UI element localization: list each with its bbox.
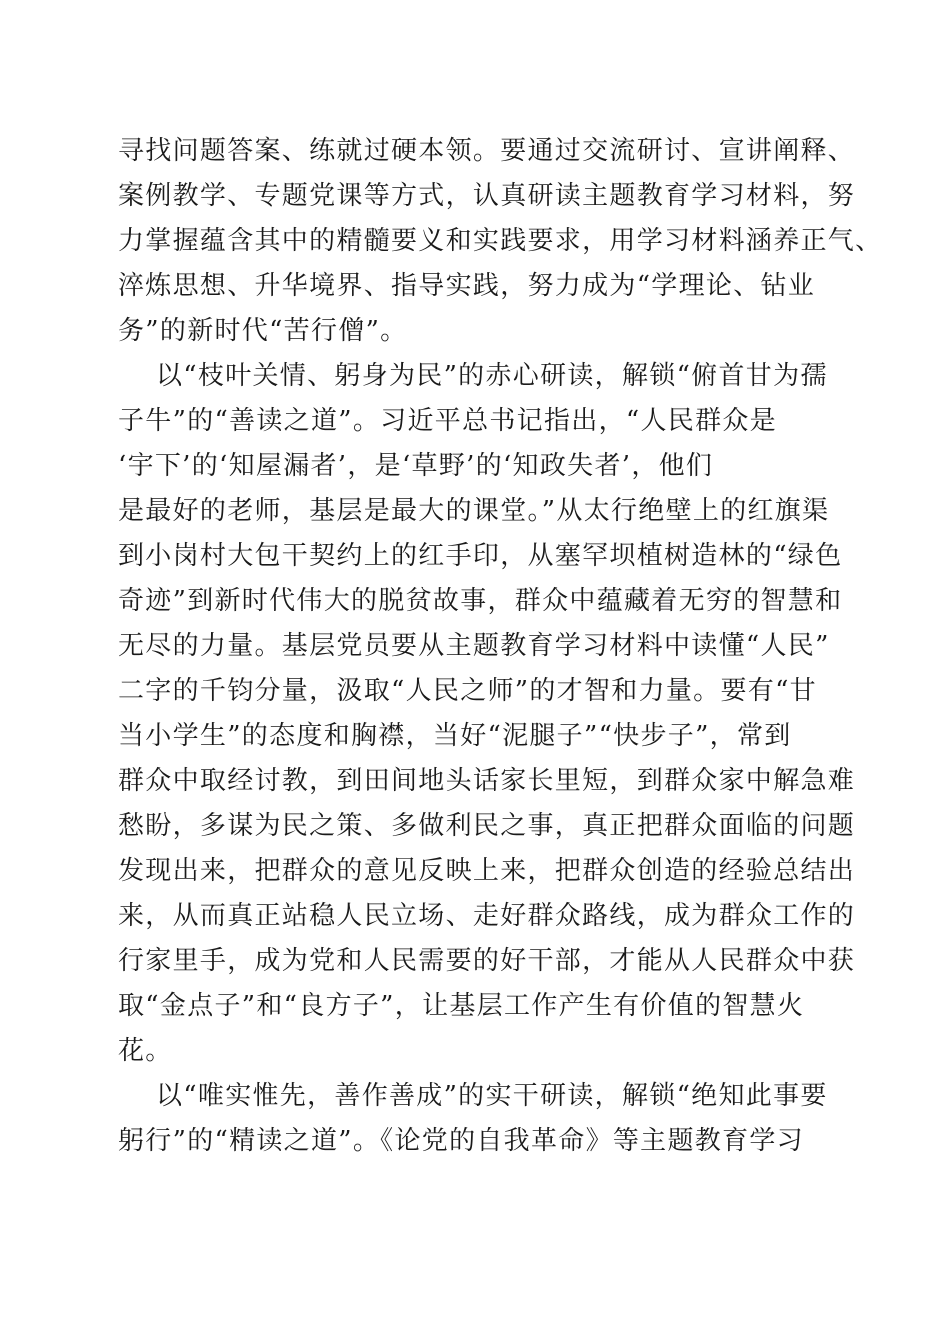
text-line-first: 以“唯实惟先，善作善成”的实干研读，解锁“绝知此事要: [156, 1081, 828, 1111]
text-line: 行家里手，成为党和人民需要的好干部，才能从人民群众中获: [118, 946, 856, 976]
text-line: 淬炼思想、升华境界、指导实践，努力成为“学理论、钻业: [118, 271, 816, 301]
text-line: 是最好的老师，基层是最大的课堂。”从太行绝壁上的红旗渠: [118, 496, 830, 526]
paragraph-2: [118, 354, 856, 1074]
text-line-first: 以“枝叶关情、躬身为民”的赤心研读，解锁“俯首甘为孺: [156, 361, 828, 391]
text-line: 发现出来，把群众的意见反映上来，把群众创造的经验总结出: [118, 856, 856, 886]
text-line: 花。: [118, 1036, 173, 1066]
text-line: 愁盼，多谋为民之策、多做利民之事，真正把群众面临的问题: [118, 811, 856, 841]
text-line: 力掌握蕴含其中的精髓要义和实践要求，用学习材料涵养正气、: [118, 226, 883, 256]
text-line: 来，从而真正站稳人民立场、走好群众路线，成为群众工作的: [118, 901, 856, 931]
document-body: [118, 129, 883, 1164]
paragraph-3: [118, 1074, 838, 1164]
paragraph-1: [118, 129, 883, 354]
text-line: 躬行”的“精读之道”。《论党的自我革命》等主题教育学习: [118, 1126, 804, 1156]
text-line: 务”的新时代“苦行僧”。: [118, 316, 408, 346]
text-line: 奇迹”到新时代伟大的脱贫故事，群众中蕴藏着无穷的智慧和: [118, 586, 843, 616]
text-line: 到小岗村大包干契约上的红手印，从塞罕坝植树造林的“绿色: [118, 541, 843, 571]
text-line: 当小学生”的态度和胸襟，当好“泥腿子”“快步子”，常到: [118, 721, 792, 751]
text-line: 案例教学、专题党课等方式，认真研读主题教育学习材料，努: [118, 181, 856, 211]
text-line: 二字的千钧分量，汲取“人民之师”的才智和力量。要有“甘: [118, 676, 817, 706]
text-line: ‘宇下’的‘知屋漏者’，是‘草野’的‘知政失者’，他们: [118, 451, 714, 481]
text-line: 寻找问题答案、练就过硬本领。要通过交流研讨、宣讲阐释、: [118, 136, 856, 166]
text-line: 无尽的力量。基层党员要从主题教育学习材料中读懂“人民”: [118, 631, 830, 661]
text-line: 子牛”的“善读之道”。习近平总书记指出，“人民群众是: [118, 406, 777, 436]
text-line: 群众中取经讨教，到田间地头话家长里短，到群众家中解急难: [118, 766, 856, 796]
text-line: 取“金点子”和“良方子”，让基层工作产生有价值的智慧火: [118, 991, 805, 1021]
